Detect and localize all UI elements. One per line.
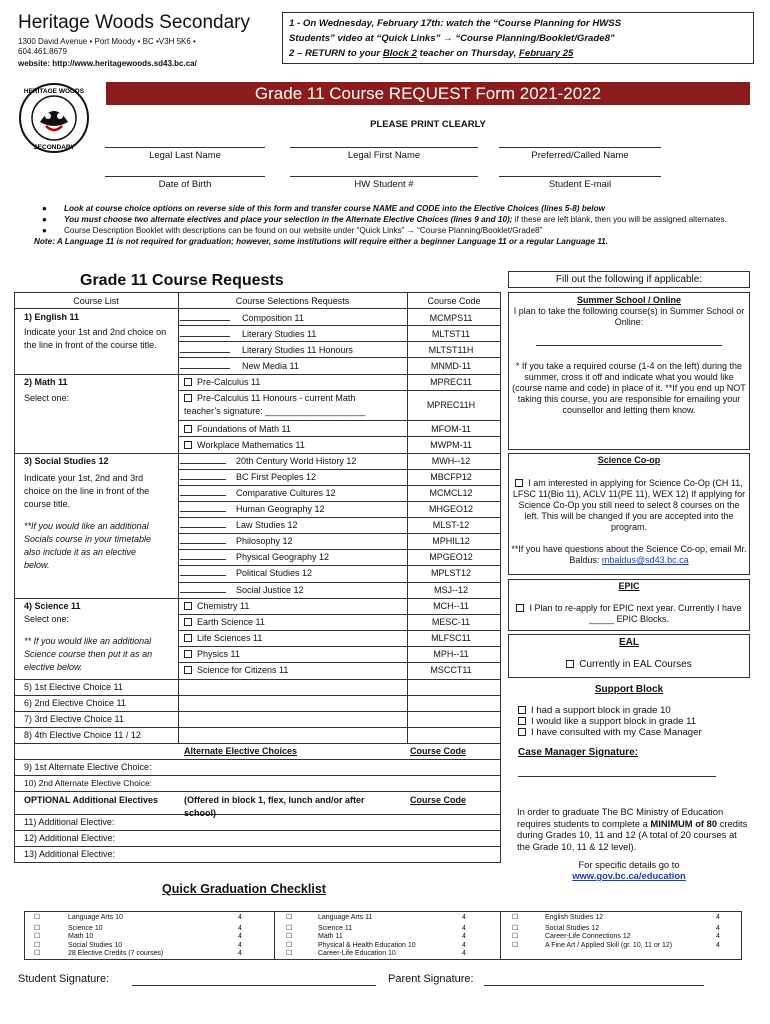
epic-checkbox[interactable] (516, 604, 524, 612)
checkbox[interactable] (184, 425, 192, 433)
ss-row[interactable]: Law Studies 12 MLST-12 (180, 517, 500, 533)
ss-row[interactable]: Comparative Cultures 12 MCMCL12 (180, 485, 500, 501)
checkbox[interactable] (184, 602, 192, 610)
col-selections: Course Selections Requests (235, 296, 350, 306)
ss-row[interactable]: 20th Century World History 12 MWH--12 (180, 453, 500, 469)
optional-row[interactable]: 13) Additional Elective: (24, 849, 116, 859)
gov-link[interactable]: www.gov.bc.ca/education (572, 870, 686, 881)
field-email[interactable]: Student E-mail (548, 179, 612, 190)
ss-row[interactable]: Human Geography 12 MHGEO12 (180, 501, 500, 517)
math-instructions: Select one: (24, 393, 70, 403)
checklist-item[interactable]: ☐ A Fine Art / Applied Skill (gr. 10, 11 or 12) 4 (512, 941, 720, 949)
checklist-col2 (286, 914, 490, 959)
ss-heading: 3) Social Studies 12 (24, 456, 109, 466)
math-row[interactable]: Workplace Mathematics 11 MWPM-11 (180, 437, 500, 453)
field-first-name[interactable]: Legal First Name (347, 150, 421, 161)
checklist-item[interactable]: ☐ Language Arts 10 4 (34, 914, 242, 921)
svg-text:HERITAGE WOODS: HERITAGE WOODS (23, 88, 85, 95)
alternate-row[interactable]: 10) 2nd Alternate Elective Choice: (24, 778, 153, 788)
science-row[interactable]: Life Sciences 11 MLFSC11 (180, 630, 500, 646)
notice-line3: 2 – RETURN to your Block 2 teacher on Thursday, February 25 (289, 48, 574, 59)
checklist-item[interactable]: ☐ Math 11 4 (286, 933, 466, 940)
epic-heading: EPIC (618, 581, 640, 591)
summer-text: I plan to take the following course(s) in Summer School or Online: (513, 306, 745, 327)
epic-text: I Plan to re-apply for EPIC next year. Currently I have _____ EPIC Blocks. (529, 603, 742, 624)
coop-email-link[interactable]: mbaldus@sd43.bc.ca (601, 555, 689, 565)
school-website: website: http://www.heritagewoods.sd43.bc.ca/ (18, 59, 197, 68)
optional-heading: OPTIONAL Additional Electives (24, 795, 159, 805)
checkbox[interactable] (184, 666, 192, 674)
print-clearly: PLEASE PRINT CLEARLY (370, 119, 486, 130)
checklist-item[interactable]: ☐ Social Studies 10 4 (34, 941, 242, 949)
optional-row[interactable]: 12) Additional Elective: (24, 833, 116, 843)
checklist-item[interactable]: ☐ 28 Elective Credits (7 courses) 4 (34, 950, 242, 957)
support-options (518, 705, 702, 738)
notice-line1: 1 - On Wednesday, February 17th: watch the “Course Planning for HWSS (289, 18, 622, 29)
elective-row[interactable]: 6) 2nd Elective Choice 11 (24, 698, 126, 708)
school-name: Heritage Woods Secondary (18, 12, 250, 33)
instructions: ● Look at course choice options on reverse side of this form and transfer course NAME and CODE into the Elective Choices (lines 5-8) below ● You must choose two alternate electives and place your selection in the Alternate Elective Choices (lines 9 and 10); if these are left blank, then you will be assigned alternates. ● Course Description Booklet with descriptions can be found on our website under “Quick Links” → “Course Planning/Booklet/Grade8” Note: A Language 11 is not required for graduation; however, some institutions will require either a beginner Language 11 or a regular Language 11. (34, 204, 727, 246)
checklist-item[interactable]: ☐ English Studies 12 4 (512, 914, 720, 921)
field-preferred-name[interactable]: Preferred/Called Name (531, 150, 629, 161)
summer-heading: Summer School / Online (576, 295, 682, 305)
checkbox[interactable] (184, 378, 192, 386)
graduation-info: In order to graduate The BC Ministry of Education requires students to complete a MINIMUM of 80 credits during Grades 10, 11 and 12 (A total of 20 courses at the Grade 10, 11 & 12 level). (517, 806, 748, 852)
summer-note: * If you take a required course (1-4 on the left) during the summer, cross it off and indicate what you would like (course name and code) in place of it. **If you end up NOT taking this course, you are responsible for emailing your counsellor and letting them know. (512, 361, 746, 415)
math-heading: 2) Math 11 (24, 377, 68, 387)
checkbox[interactable] (518, 717, 526, 725)
case-manager-heading: Case Manager Signature: (518, 747, 639, 758)
science-note: ** If you would like an additional Science course then put it as an elective below. (24, 636, 153, 672)
alternate-code-heading: Course Code (410, 746, 467, 756)
col-course-list: Course List (73, 296, 119, 306)
parent-signature-label: Parent Signature: (388, 973, 474, 985)
math-row[interactable]: Foundations of Math 11 MFOM-11 (180, 421, 500, 437)
checkbox[interactable] (184, 618, 192, 626)
checkbox[interactable] (184, 634, 192, 642)
english-row[interactable]: Literary Studies 11 Honours MLTST11H (180, 342, 500, 358)
checkbox[interactable] (518, 706, 526, 714)
school-address: 1300 David Avenue • Port Moody • BC •V3H 5K6 • (18, 37, 196, 46)
english-instructions: Indicate your 1st and 2nd choice on the line in front of the course title. (24, 327, 167, 350)
checkbox[interactable] (184, 394, 192, 402)
eal-heading: EAL (619, 637, 639, 648)
coop-question: **If you have questions about the Science Co-op, email Mr. Baldus: (511, 544, 747, 565)
notice-line2: Students” video at “Quick Links” → “Course Planning/Booklet/Grade8” (289, 33, 615, 44)
ss-note: **If you would like an additional Socials course in your timetable also include it as an elective below. (24, 521, 152, 570)
alternate-heading: Alternate Elective Choices (184, 746, 298, 756)
eal-checkbox[interactable] (566, 660, 574, 668)
science-row[interactable]: Physics 11 MPH--11 (180, 646, 500, 662)
checklist-item[interactable]: ☐ Career-Life Connections 12 4 (512, 933, 720, 940)
checklist-title: Quick Graduation Checklist (162, 882, 326, 896)
school-phone: 604.461.8679 (18, 47, 67, 56)
coop-text: I am interested in applying for Science Co-Op (CH 11, LFSC 11(Bio 11), ACLV 11(PE 11), WEX 12) If applying for Science Co-Op you still need to select 8 courses on the left. This will be changed if you are accepted into the program. (512, 478, 746, 532)
parent-signature-line[interactable] (484, 985, 704, 986)
english-heading: 1) English 11 (24, 312, 80, 322)
science-heading: 4) Science 11 (24, 601, 81, 611)
support-heading: Support Block (594, 684, 664, 695)
checklist-item[interactable]: ☐ Career-Life Education 10 4 (286, 950, 466, 957)
field-student-number[interactable]: HW Student # (354, 179, 414, 190)
form-banner: Grade 11 Course REQUEST Form 2021-2022 (106, 82, 750, 105)
alternate-row[interactable]: 9) 1st Alternate Elective Choice: (24, 762, 152, 772)
checklist-item[interactable]: ☐ Science 11 4 (286, 924, 466, 932)
field-last-name[interactable]: Legal Last Name (149, 150, 221, 161)
elective-row[interactable]: 7) 3rd Elective Choice 11 (24, 714, 124, 724)
checkbox[interactable] (518, 728, 526, 736)
checklist-col1 (34, 914, 256, 959)
optional-row[interactable]: 11) Additional Elective: (24, 817, 115, 827)
elective-row[interactable]: 8) 4th Elective Choice 11 / 12 (24, 730, 141, 740)
english-row[interactable]: Composition 11 MCMPS11 (180, 310, 500, 326)
ss-row[interactable]: BC First Peoples 12 MBCFP12 (180, 469, 500, 485)
checkbox[interactable] (184, 441, 192, 449)
student-signature-label: Student Signature: (18, 973, 110, 985)
coop-checkbox[interactable] (515, 479, 523, 487)
support-option[interactable]: I have consulted with my Case Manager (518, 727, 702, 738)
science-row[interactable]: Chemistry 11 MCH--11 (180, 598, 500, 614)
school-logo (18, 82, 90, 154)
student-signature-line[interactable] (132, 985, 376, 986)
optional-subheading: (Offered in block 1, flex, lunch and/or after school) (184, 795, 365, 818)
details-text: For specific details go to (578, 859, 680, 870)
col-code: Course Code (427, 296, 481, 306)
notice-box (282, 12, 754, 64)
support-option[interactable]: I had a support block in grade 10 (518, 705, 702, 716)
checkbox[interactable] (184, 650, 192, 658)
svg-text:SECONDARY: SECONDARY (33, 144, 75, 151)
math-row[interactable]: Pre-Calculus 11 MPREC11 (180, 374, 500, 390)
science-row[interactable]: Science for Citizens 11 MSCCT11 (180, 662, 500, 678)
checklist-item[interactable]: ☐ Social Studies 12 4 (512, 924, 720, 932)
case-manager-signature-line[interactable] (518, 776, 716, 777)
english-row[interactable]: New Media 11 MNMD-11 (180, 358, 500, 374)
checklist-item[interactable]: ☐ Language Arts 11 4 (286, 914, 466, 921)
science-row[interactable]: Earth Science 11 MESC-11 (180, 614, 500, 630)
ss-row[interactable]: Physical Geography 12 MPGEO12 (180, 549, 500, 565)
support-option[interactable]: I would like a support block in grade 11 (518, 716, 702, 727)
fill-out-label: Fill out the following if applicable: (555, 274, 703, 285)
checklist-col3 (512, 914, 734, 950)
ss-instructions: Indicate your 1st, 2nd and 3rd choice on the line in front of the course title. (24, 473, 150, 509)
science-instructions: Select one: (24, 614, 70, 624)
ss-row[interactable]: Social Justice 12 MSJ--12 (180, 582, 500, 598)
ss-row[interactable]: Political Studies 12 MPLST12 (180, 565, 500, 581)
checklist-item[interactable]: ☐ Math 10 4 (34, 933, 242, 940)
field-dob[interactable]: Date of Birth (158, 179, 212, 190)
math-row[interactable]: Pre-Calculus 11 Honours - current Math teacher’s signature: ____________________ MPREC11H (184, 393, 476, 416)
checklist-item[interactable]: ☐ Science 10 4 (34, 924, 242, 932)
english-row[interactable]: Literary Studies 11 MLTST11 (180, 326, 500, 342)
elective-row[interactable]: 5) 1st Elective Choice 11 (24, 682, 123, 692)
eal-text: Currently in EAL Courses (579, 659, 692, 670)
requests-title: Grade 11 Course Requests (80, 272, 284, 289)
coop-heading: Science Co-op (597, 455, 661, 465)
ss-row[interactable]: Philosophy 12 MPHIL12 (180, 533, 500, 549)
optional-code-heading: Course Code (410, 795, 467, 805)
checklist-item[interactable]: ☐ Physical & Health Education 10 4 (286, 941, 466, 949)
